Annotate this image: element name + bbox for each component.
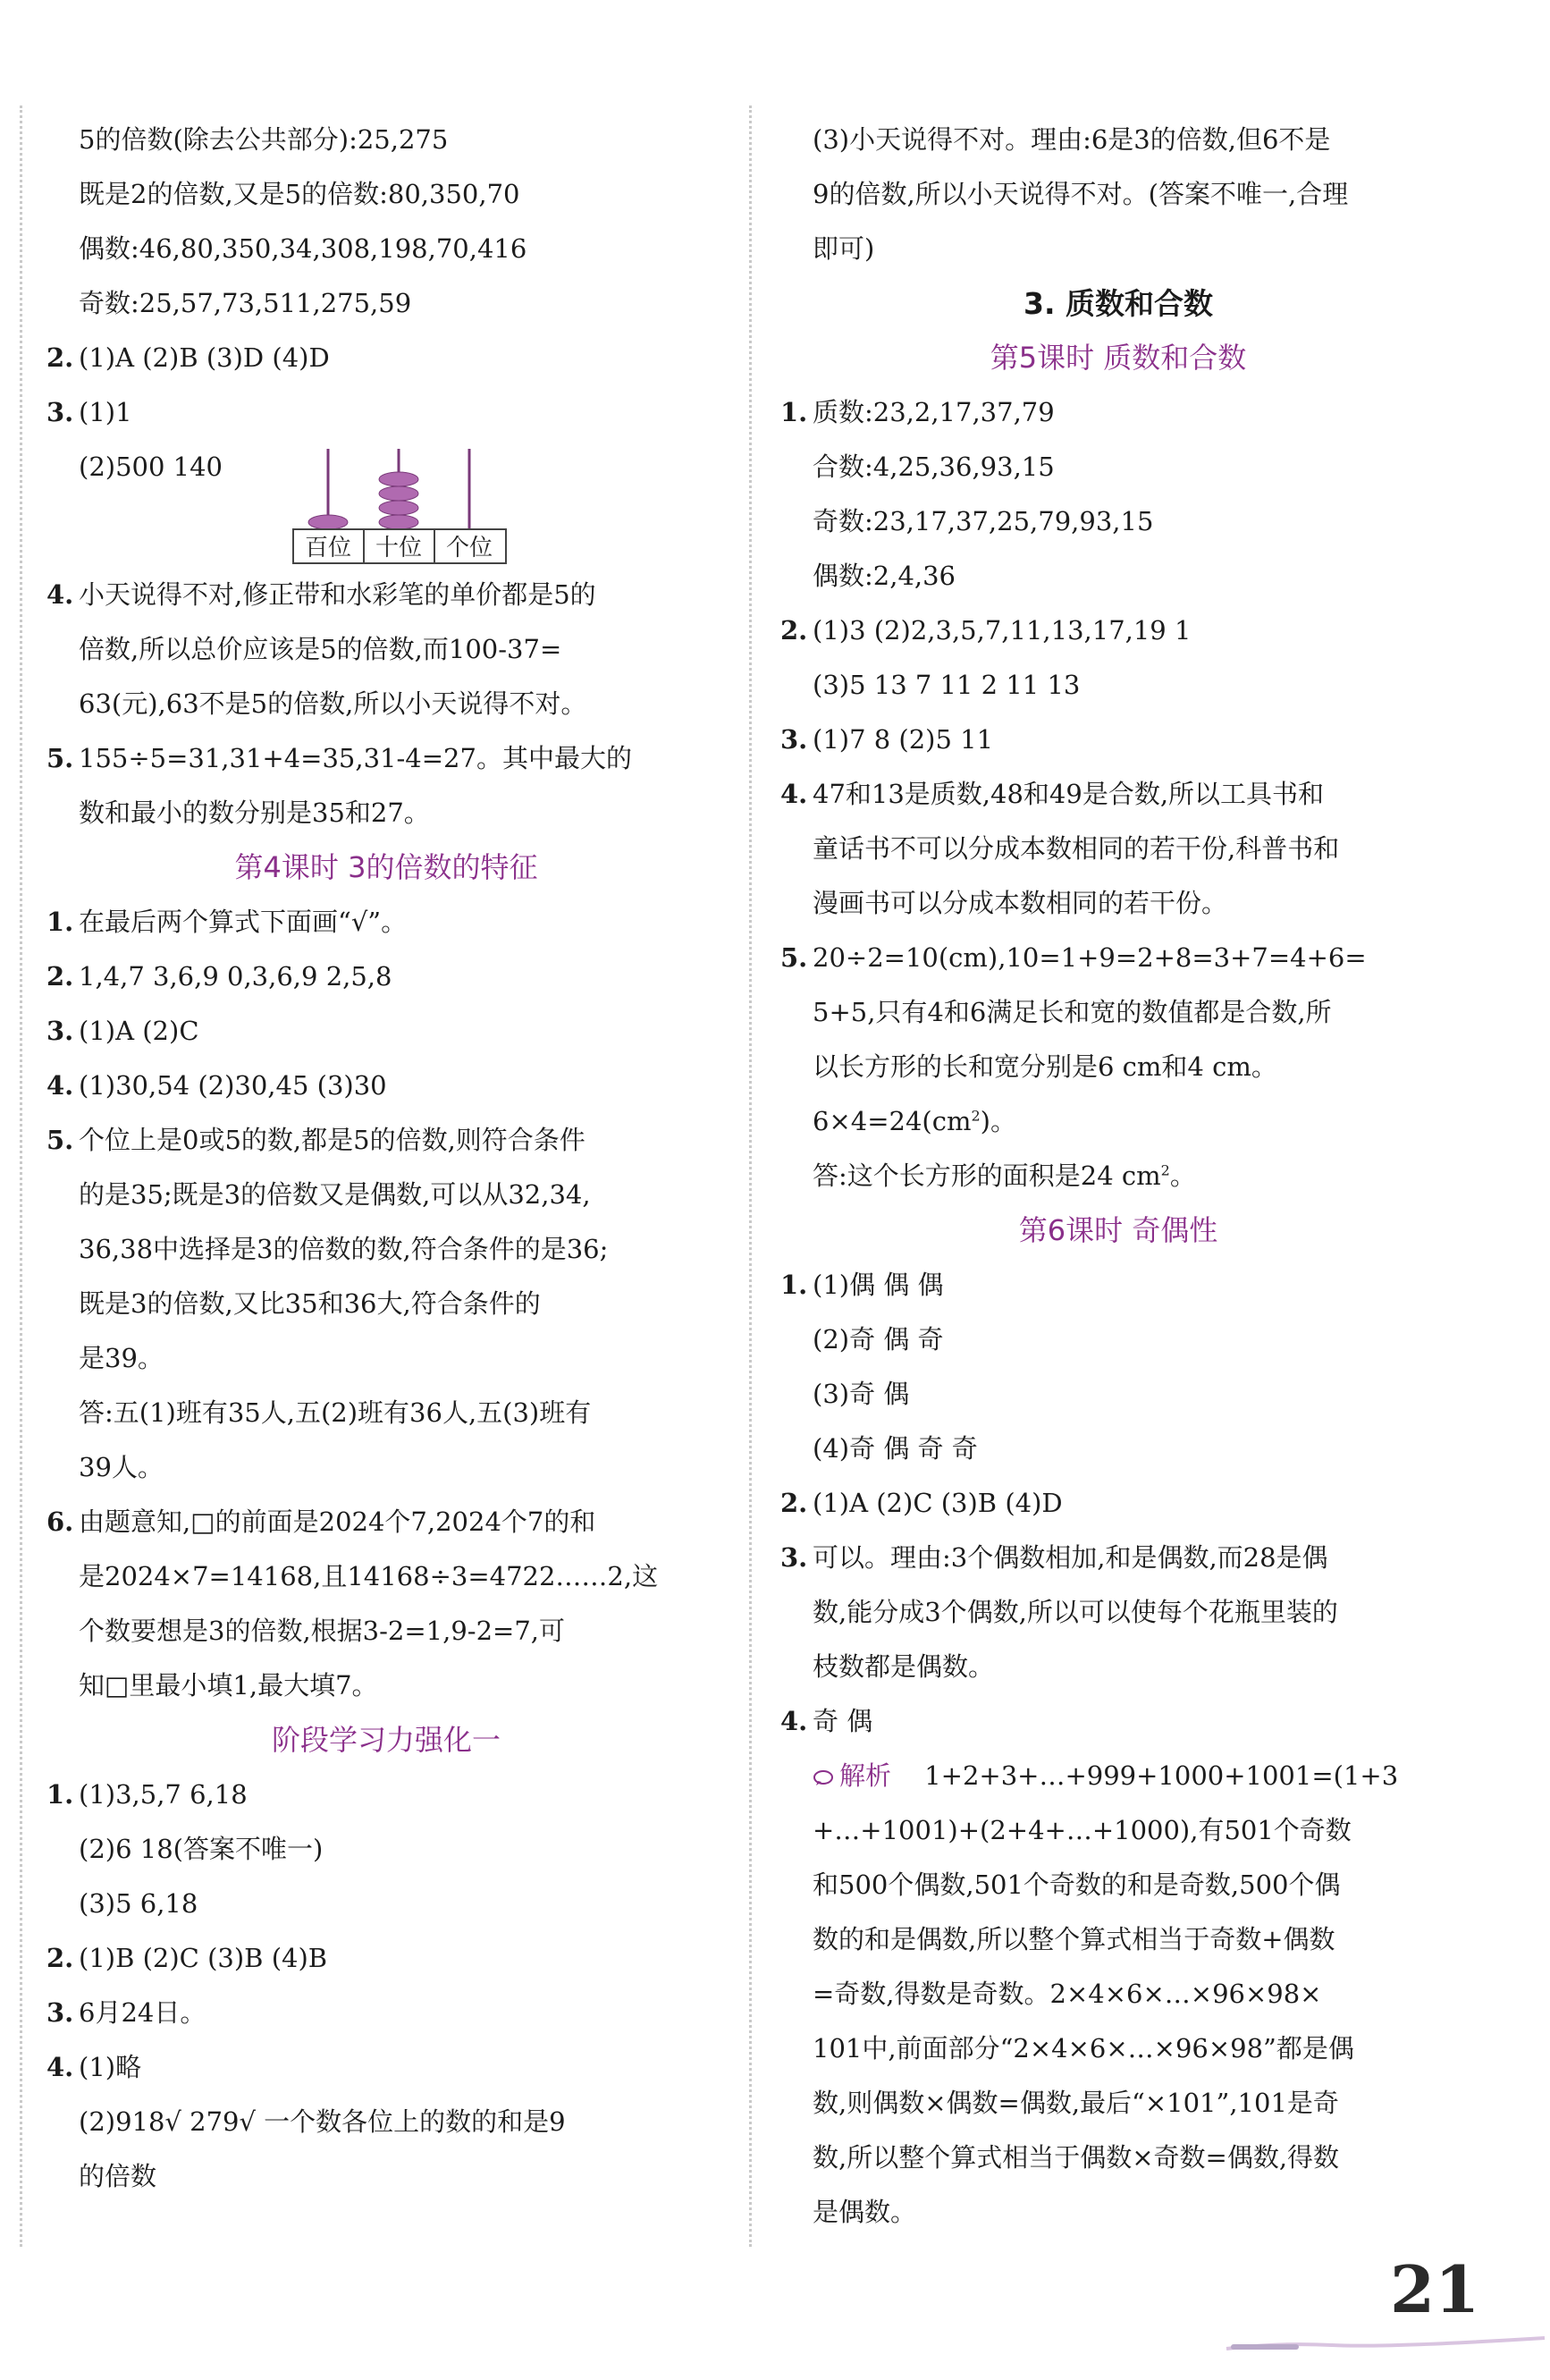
answer-2 <box>46 1931 726 1986</box>
analysis-text: 1+2+3+…+999+1000+1001=(1+3 <box>924 1760 1399 1791</box>
answer-text: (1)略 <box>79 2052 142 2082</box>
text-line: 以长方形的长和宽分别是6 cm和4 cm。 <box>813 1051 1277 1082</box>
analysis-label <box>813 1760 891 1791</box>
column-divider <box>749 105 752 2247</box>
answer-text: 6月24日。 <box>79 1997 206 2028</box>
text-line: =奇数,得数是奇数。2×4×6×…×96×98× <box>813 1979 1322 2009</box>
answer-6 <box>46 1495 726 1549</box>
answer-text: 47和13是质数,48和49是合数,所以工具书和 <box>813 779 1325 809</box>
text-line: 个数要想是3的倍数,根据3-2=1,9-2=7,可 <box>79 1616 566 1646</box>
text-line: 倍数,所以总价应该是5的倍数,而100-37= <box>79 634 562 664</box>
answer-text: 奇 偶 <box>813 1706 873 1736</box>
question-number: 2. <box>46 342 74 373</box>
answer-5 <box>46 731 726 786</box>
question-number: 4. <box>46 2052 74 2082</box>
answer-4 <box>46 1059 726 1113</box>
answer-text: 可以。理由:3个偶数相加,和是偶数,而28是偶 <box>813 1542 1328 1573</box>
answer-4 <box>780 767 1456 822</box>
answer-text: 质数:23,2,17,37,79 <box>813 397 1055 427</box>
abacus-bead <box>379 472 418 486</box>
answer-text: (1)30,54 (2)30,45 (3)30 <box>79 1070 387 1101</box>
question-number: 1. <box>780 1270 808 1300</box>
question-number: 4. <box>780 779 808 809</box>
section-heading: 3. 质数和合数 <box>1024 286 1213 321</box>
answer-text: 在最后两个算式下面画“√”。 <box>79 907 408 937</box>
text-line: 即可) <box>813 233 875 264</box>
answer-3 <box>780 1531 1456 1585</box>
text-line: 5+5,只有4和6满足长和宽的数值都是合数,所 <box>813 997 1332 1027</box>
text-line: 39人。 <box>79 1452 164 1482</box>
text-line: 的倍数 <box>79 2161 157 2191</box>
question-number: 5. <box>46 1125 74 1155</box>
text-line: 9的倍数,所以小天说得不对。(答案不唯一,合理 <box>813 179 1349 209</box>
answer-4 <box>780 1694 1456 1749</box>
text-line: (3)5 6,18 <box>79 1888 198 1919</box>
answer-statement: 答:这个长方形的面积是24 cm <box>813 1160 1161 1191</box>
answer-statement: 。 <box>1169 1160 1196 1191</box>
answer-text: 小天说得不对,修正带和水彩笔的单价都是5的 <box>79 579 596 610</box>
text-line: (3)小天说得不对。理由:6是3的倍数,但6不是 <box>813 124 1331 155</box>
answer-2 <box>46 949 726 1004</box>
text-line: (3)奇 偶 <box>813 1379 910 1409</box>
question-number: 1. <box>46 1779 74 1810</box>
lesson-heading: 第5课时 质数和合数 <box>990 341 1247 375</box>
answer-3 <box>46 1986 726 2040</box>
answer-1 <box>46 895 726 949</box>
text-line: 合数:4,25,36,93,15 <box>813 452 1055 482</box>
left-margin-rule <box>20 105 22 2247</box>
answer-text: 20÷2=10(cm),10=1+9=2+8=3+7=4+6= <box>813 942 1367 973</box>
answer-4 <box>46 2040 726 2095</box>
answer-2 <box>46 331 726 385</box>
answer-text: (1)3,5,7 6,18 <box>79 1779 248 1810</box>
answer-text: 155÷5=31,31+4=35,31-4=27。其中最大的 <box>79 743 632 773</box>
text-line: 数,所以整个算式相当于偶数×奇数=偶数,得数 <box>813 2142 1340 2173</box>
answer-text: 1,4,7 3,6,9 0,3,6,9 2,5,8 <box>79 961 392 992</box>
text-line: 枝数都是偶数。 <box>813 1651 995 1682</box>
question-number: 3. <box>780 1542 808 1573</box>
abacus-label-tens: 十位 <box>375 535 423 561</box>
text-line: 数的和是偶数,所以整个算式相当于奇数+偶数 <box>813 1924 1335 1954</box>
text-line: 的是35;既是3的倍数又是偶数,可以从32,34, <box>79 1179 591 1210</box>
text-line: 是偶数。 <box>813 2197 917 2227</box>
answer-2 <box>780 1476 1456 1531</box>
stage-heading: 阶段学习力强化一 <box>271 1723 501 1757</box>
question-number: 1. <box>46 907 74 937</box>
question-number: 1. <box>780 397 808 427</box>
text-line: 数,则偶数×偶数=偶数,最后“×101”,101是奇 <box>813 2088 1339 2118</box>
question-number: 3. <box>46 1016 74 1046</box>
answer-text: (1)A (2)B (3)D (4)D <box>79 342 330 373</box>
answer-text: (1)7 8 (2)5 11 <box>813 724 994 755</box>
text-line: 101中,前面部分“2×4×6×…×96×98”都是偶 <box>813 2033 1354 2064</box>
answer-3 <box>46 385 726 440</box>
answer-5 <box>46 1113 726 1168</box>
text-line: 是2024×7=14168,且14168÷3=4722……2,这 <box>79 1561 659 1591</box>
answer-4 <box>46 568 726 622</box>
answer-text: 由题意知,□的前面是2024个7,2024个7的和 <box>79 1506 596 1537</box>
text-line: 漫画书可以分成本数相同的若干份。 <box>813 888 1228 918</box>
question-number: 3. <box>46 397 74 427</box>
text-line: 奇数:25,57,73,511,275,59 <box>79 288 412 318</box>
text-line: (4)奇 偶 奇 奇 <box>813 1433 978 1464</box>
superscript: 2 <box>1160 1161 1170 1179</box>
answer-1 <box>46 1768 726 1822</box>
question-number: 2. <box>46 961 74 992</box>
text-line: 奇数:23,17,37,25,79,93,15 <box>813 506 1154 536</box>
question-number: 4. <box>780 1706 808 1736</box>
question-number: 5. <box>780 942 808 973</box>
answer-2 <box>780 603 1456 658</box>
formula-text: 6×4=24(cm <box>813 1106 972 1136</box>
text-line <box>780 1094 1456 1149</box>
abacus-bead <box>379 515 418 529</box>
question-number: 2. <box>780 615 808 646</box>
lesson-heading: 第4课时 3的倍数的特征 <box>234 850 538 884</box>
answer-text: (1)偶 偶 偶 <box>813 1270 944 1300</box>
text-line: 知□里最小填1,最大填7。 <box>79 1670 378 1701</box>
answer-text: (1)A (2)C (3)B (4)D <box>813 1488 1063 1518</box>
text-line: 答:五(1)班有35人,五(2)班有36人,五(3)班有 <box>79 1397 592 1428</box>
lesson-heading: 第6课时 奇偶性 <box>1018 1213 1218 1247</box>
footer-decoration <box>1225 2302 1546 2356</box>
answer-text: (1)1 <box>79 397 132 427</box>
abacus-figure <box>288 442 511 567</box>
answer-text: (1)3 (2)2,3,5,7,11,13,17,19 1 <box>813 615 1192 646</box>
text-line: 36,38中选择是3的倍数的数,符合条件的是36; <box>79 1234 609 1264</box>
question-number: 3. <box>46 1997 74 2028</box>
superscript: 2 <box>971 1107 981 1125</box>
abacus-bead <box>308 515 348 529</box>
text-line: 和500个偶数,501个奇数的和是奇数,500个偶 <box>813 1869 1341 1900</box>
text-line: 数和最小的数分别是35和27。 <box>79 798 430 828</box>
text-line: 偶数:46,80,350,34,308,198,70,416 <box>79 233 527 264</box>
abacus-row <box>46 440 726 568</box>
answer-3 <box>46 1004 726 1059</box>
text-line: 既是2的倍数,又是5的倍数:80,350,70 <box>79 179 520 209</box>
abacus-bead <box>379 486 418 501</box>
text-line: 是39。 <box>79 1343 164 1373</box>
answer-1 <box>780 1258 1456 1312</box>
question-number: 3. <box>780 724 808 755</box>
page-number: 21 <box>1390 2251 1480 2327</box>
text-line: +…+1001)+(2+4+…+1000),有501个奇数 <box>813 1815 1352 1845</box>
text-line: 数,能分成3个偶数,所以可以使每个花瓶里装的 <box>813 1597 1338 1627</box>
answer-text: (1)A (2)C <box>79 1016 199 1046</box>
text-line: 偶数:2,4,36 <box>813 561 956 591</box>
question-number: 4. <box>46 579 74 610</box>
abacus-label-hundreds: 百位 <box>304 535 352 561</box>
answer-text: (2)500 140 <box>79 452 223 482</box>
left-column <box>46 113 726 2204</box>
analysis-label-text: 解析 <box>839 1760 892 1791</box>
answer-5 <box>780 931 1456 985</box>
text-line: 5的倍数(除去公共部分):25,275 <box>79 124 449 155</box>
question-number: 2. <box>46 1943 74 1973</box>
answer-text: (1)B (2)C (3)B (4)B <box>79 1943 328 1973</box>
text-line: (2)918√ 279√ 一个数各位上的数的和是9 <box>79 2106 566 2137</box>
question-number: 6. <box>46 1506 74 1537</box>
text-line: 63(元),63不是5的倍数,所以小天说得不对。 <box>79 688 587 719</box>
text-line: 童话书不可以分成本数相同的若干份,科普书和 <box>813 833 1340 864</box>
text-line: (2)奇 偶 奇 <box>813 1324 944 1355</box>
analysis-icon <box>813 1768 834 1786</box>
answer-3 <box>780 713 1456 767</box>
abacus-label-ones: 个位 <box>445 535 493 561</box>
text-line: (3)5 13 7 11 2 11 13 <box>813 670 1081 700</box>
right-column <box>780 113 1456 2240</box>
question-number: 5. <box>46 743 74 773</box>
answer-text: 个位上是0或5的数,都是5的倍数,则符合条件 <box>79 1125 585 1155</box>
analysis-line <box>780 1749 1456 1803</box>
question-number: 2. <box>780 1488 808 1518</box>
abacus-bead <box>379 501 418 515</box>
text-line: 既是3的倍数,又比35和36大,符合条件的 <box>79 1288 541 1319</box>
text-line <box>780 1149 1456 1203</box>
formula-text: )。 <box>980 1106 1016 1136</box>
answer-1 <box>780 385 1456 440</box>
text-line: (2)6 18(答案不唯一) <box>79 1834 324 1864</box>
question-number: 4. <box>46 1070 74 1101</box>
